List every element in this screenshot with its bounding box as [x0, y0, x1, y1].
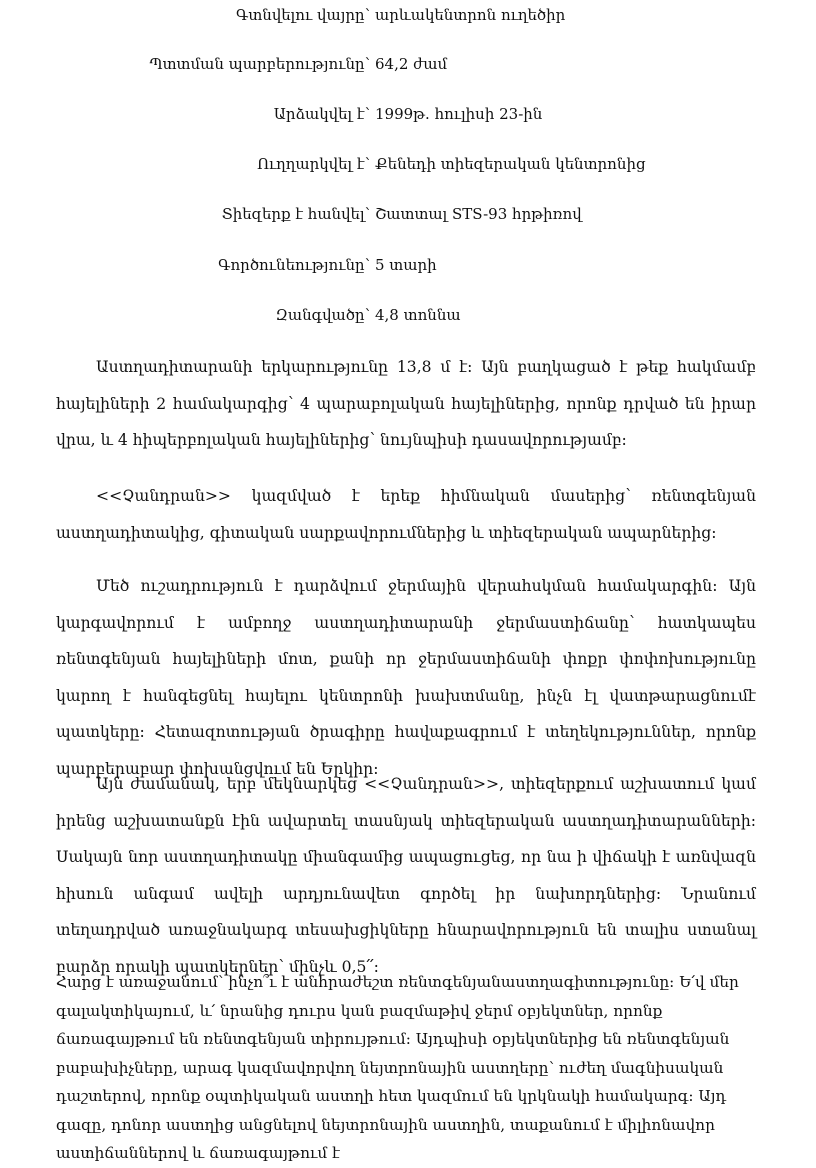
spec-row-launch-site	[0, 149, 816, 179]
spec-value: արևակենտրոն ուղեծիր	[375, 6, 566, 24]
spec-value: 4,8 տոննա	[375, 306, 461, 324]
paragraph-telescope-structure: Աստղադիտարանի երկարությունը 13,8 մ է: Այն բաղկացած է թեք հակմամբ հայելիների 2 համակարգից՝ 4 պարաբոլական հայելիներից, որոնք դրված են իրար վրա, և 4 հիպերբոլական հայելիներից՝ նույնպիսի դասավորությամբ:	[56, 358, 756, 449]
spec-label: Ուղղարկվել է՝	[257, 155, 370, 173]
spec-label: Տիեզերք է հանվել՝	[221, 205, 370, 223]
spec-row-duration	[0, 250, 816, 280]
spec-label: Զանգվածը՝	[275, 306, 370, 324]
paragraph-xray-astronomy: Հարց է առաջանում՝ ինչո՞ւ է անհրաժեշտ ռենտգենյանաստղագիտությունը: Ե՛վ մեր գալակտիկայում, և՛ նրանից դուրս կան բազմաթիվ ջերմ օբյեկտներ, որոնք ճառագայթում են ռենտգենյան տիրույթում: Այդպիսի օբյեկտներից են ռենտգենյան բաբախիչները, արագ կազմավորվող նեյտրոնային աստղերը՝ ուժեղ մագնիսական դաշտերով, որոնք օպտիկական աստղի հետ կազմում են կրկնակի համակարգ: Այդ գազը, դոնոր աստղից անցնելով նեյտրոնային աստղին, տաքանում է միլիոնավոր աստիճաններով և ճառագայթում է	[56, 973, 739, 1162]
spec-value: Քենեդի տիեզերական կենտրոնից	[375, 155, 646, 173]
spec-row-launch-date	[0, 99, 816, 129]
paragraph-components: <<Չանդրան>> կազմված է երեք հիմնական մասերից՝ ռենտգենյան աստղադիտակից, գիտական սարքավորումներից և տիեզերական ապարներից:	[56, 487, 756, 542]
spec-value: Շատտալ STS-93 հրթիռով	[375, 205, 582, 223]
spec-label: Արձակվել է՝	[273, 105, 370, 123]
spec-row-mass	[0, 300, 816, 330]
spec-label: Գտնվելու վայրը՝	[235, 6, 370, 24]
spec-value: 5 տարի	[375, 256, 437, 274]
paragraph-launch-context: Այն ժամանակ, երբ մեկնարկեց <<Չանդրան>>, տիեզերքում աշխատում կամ իրենց աշխատանքն էին ավարտել տասնյակ տիեզերական աստղադիտարանների: Սակայն նոր աստղադիտակը միանգամից ապացուցեց, որ նա ի վիճակի է առնվազն հիսուն անգամ ավելի արդյունավետ գործել իր նախորդներից: Նրանում տեղադրված առաջնակարգ տեսախցիկները հնարավորություն են տալիս ստանալ բարձր որակի պատկերներ՝ մինչև 0,5՛՛:	[56, 775, 756, 976]
spec-value: 1999թ. հուլիսի 23-ին	[375, 105, 543, 123]
spec-row-location	[0, 0, 816, 30]
spec-label: Պտտման պարբերությունը՝	[149, 55, 370, 73]
paragraph-thermal-control: Մեծ ուշադրություն է դարձվում ջերմային վերահսկման համակարգին: Այն կարգավորում է ամբողջ աստղադիտարանի ջերմաստիճանը՝ հատկապես ռենտգենյան հայելիների մոտ, քանի որ ջերմաստիճանի փոքր փոփոխությունը կարող է հանգեցնել հայելու կենտրոնի խախտմանը, ինչն էլ վատթարացնումէ պատկերը: Հետազոտության ծրագիրը հավաքագրում է տեղեկություններ, որոնք պարբերաբար փոխանցվում են Երկիր:	[56, 577, 756, 778]
spec-label: Գործունեությունը՝	[218, 256, 370, 274]
spec-row-period	[0, 49, 816, 79]
spec-row-vehicle	[0, 199, 816, 229]
spec-value: 64,2 ժամ	[375, 55, 448, 73]
